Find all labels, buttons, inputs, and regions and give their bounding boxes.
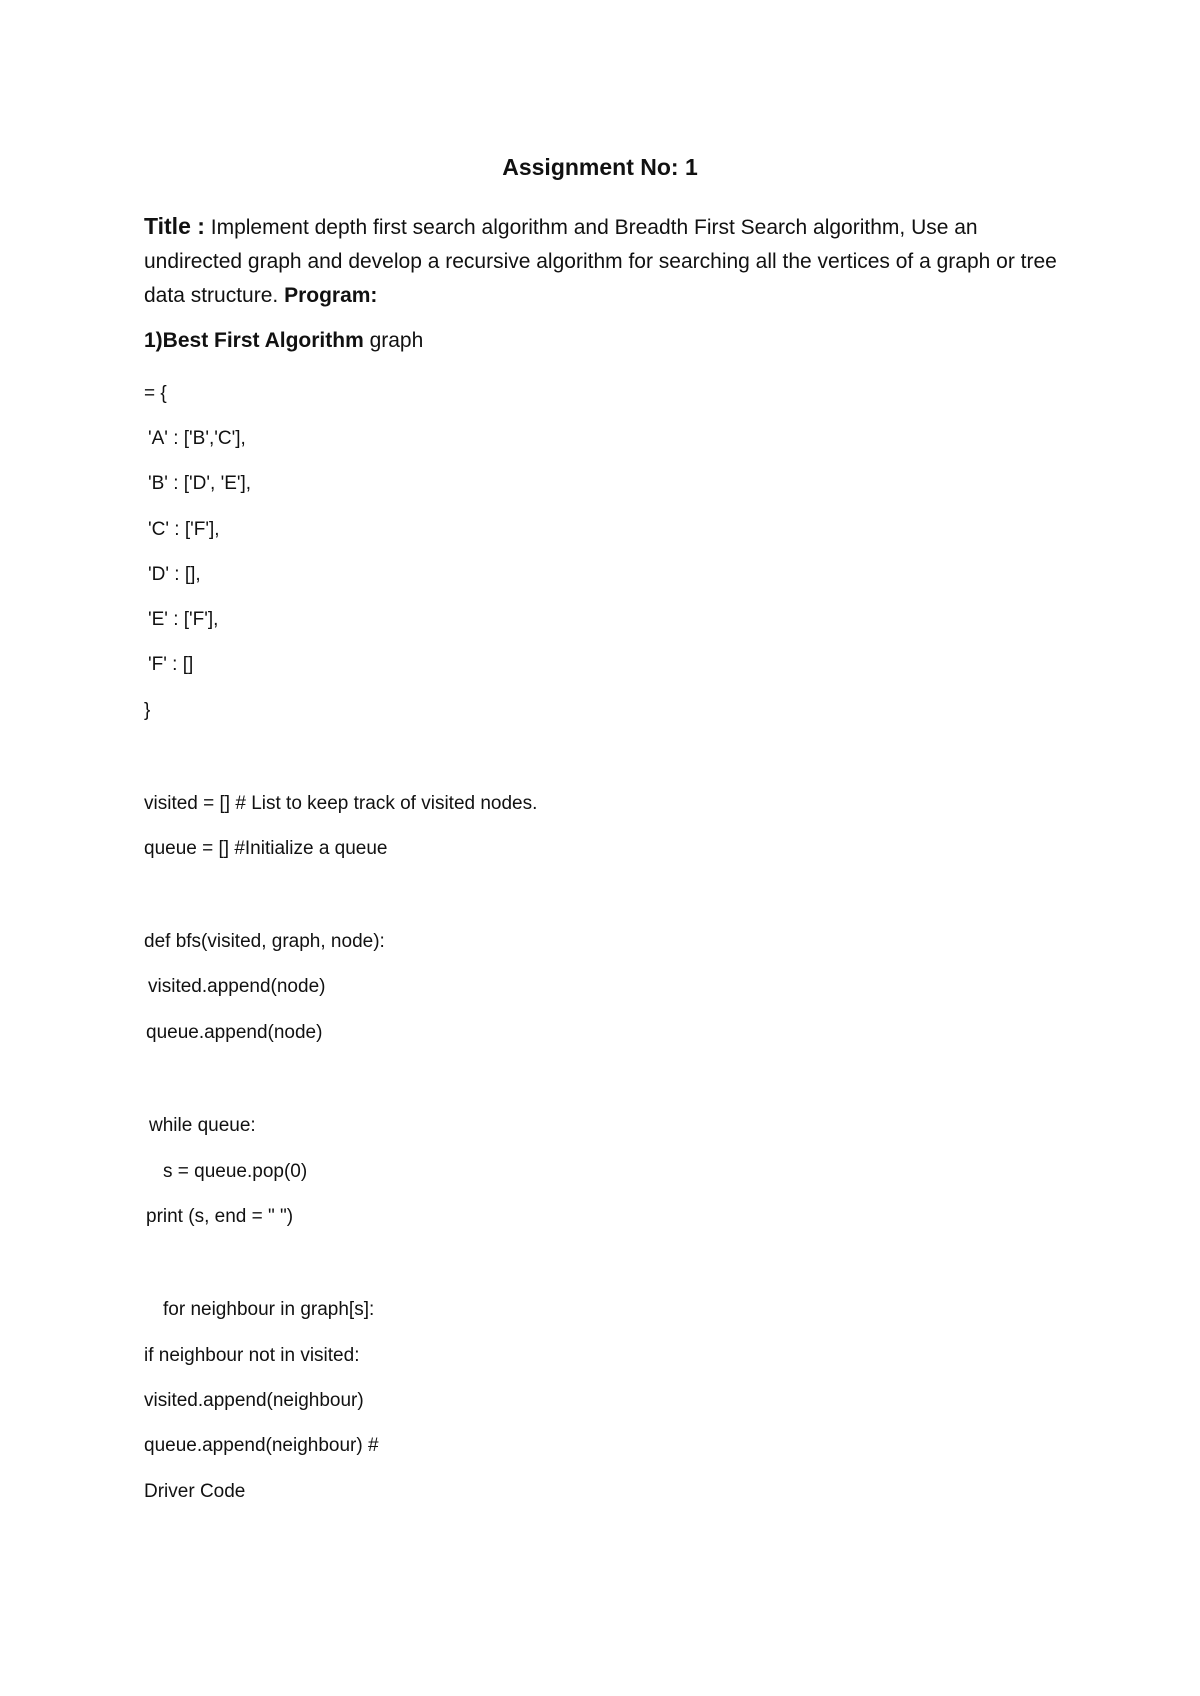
code-line: visited = [] # List to keep track of visited nodes.: [144, 793, 538, 814]
code-line: 'E' : ['F'],: [148, 609, 219, 630]
assignment-heading: Assignment No: 1: [502, 154, 698, 180]
code-line: print (s, end = " "): [146, 1206, 294, 1227]
section-label: 1)Best First Algorithm: [144, 329, 364, 352]
code-line: 'B' : ['D', 'E'],: [148, 473, 252, 494]
code-line: queue.append(neighbour) #: [144, 1435, 379, 1456]
code-line: 'D' : [],: [148, 564, 201, 585]
title-label: Title :: [144, 213, 205, 239]
code-line: while queue:: [149, 1115, 256, 1136]
code-line: visited.append(node): [148, 976, 326, 997]
code-line: queue.append(node): [146, 1022, 323, 1043]
code-line: def bfs(visited, graph, node):: [144, 931, 385, 952]
code-line: if neighbour not in visited:: [144, 1345, 360, 1366]
code-line: = {: [144, 383, 167, 404]
code-line: 'C' : ['F'],: [148, 519, 220, 540]
code-line: for neighbour in graph[s]:: [163, 1299, 375, 1320]
code-line: 'A' : ['B','C'],: [148, 428, 246, 449]
code-line: 'F' : []: [148, 654, 194, 675]
program-label: Program:: [284, 284, 378, 307]
code-line: queue = [] #Initialize a queue: [144, 838, 388, 859]
code-line: }: [144, 700, 151, 721]
section-suffix: graph: [363, 329, 424, 352]
code-line: visited.append(neighbour): [144, 1390, 364, 1411]
title-paragraph: [144, 209, 1074, 313]
code-line: Driver Code: [144, 1481, 246, 1502]
section-heading: [144, 327, 423, 355]
title-text: Implement depth first search algorithm and Breadth First Search algorithm, Use an undirected graph and develop a recursive algorithm for searching all the vertices of a graph or tree data structure.: [144, 216, 1057, 307]
code-line: s = queue.pop(0): [163, 1161, 308, 1182]
